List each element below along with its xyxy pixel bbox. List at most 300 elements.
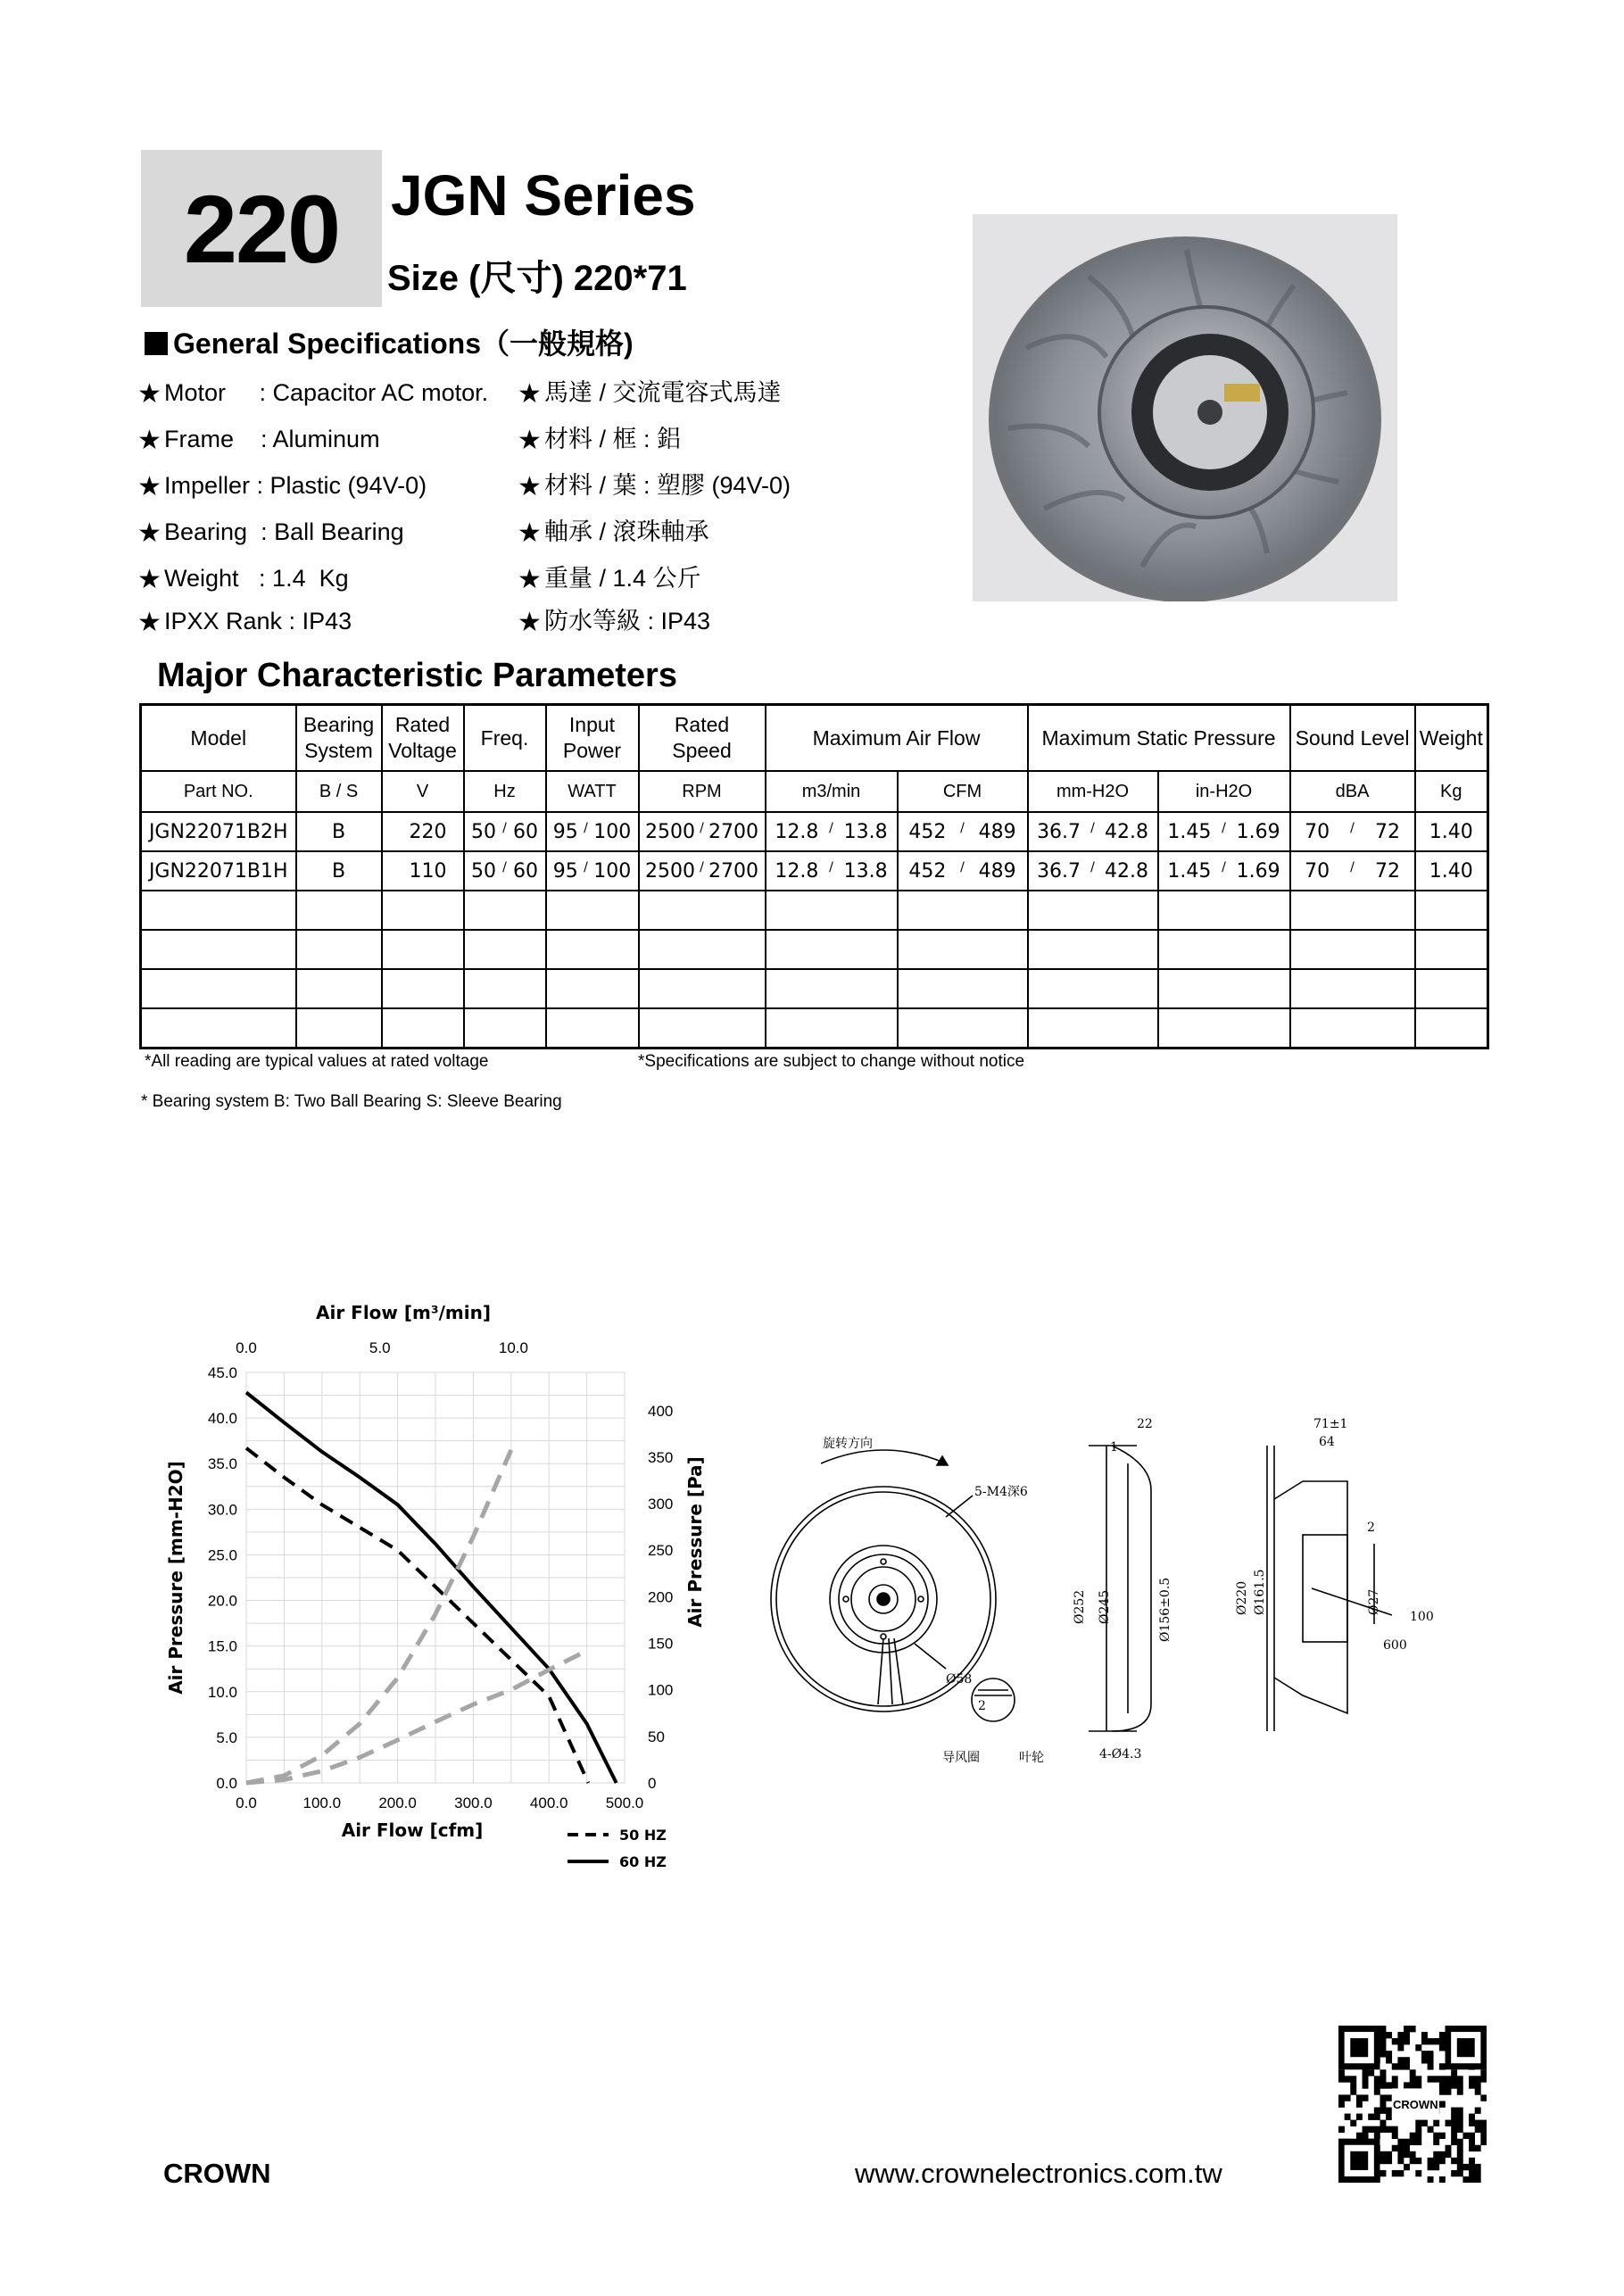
qr-module (1475, 2076, 1481, 2082)
qr-module (1380, 2170, 1386, 2176)
dim-label: Ø161.5 (1253, 1569, 1267, 1615)
qr-module (1380, 2026, 1386, 2032)
qr-module (1345, 2094, 1351, 2101)
qr-module (1433, 2076, 1439, 2082)
qr-module (1410, 2026, 1416, 2032)
cell-hz: 50 / 60 (464, 851, 546, 891)
qr-module (1415, 2139, 1421, 2145)
qr-module (1469, 2145, 1475, 2151)
qr-module (1374, 2133, 1380, 2139)
y2-tick-label: 100 (648, 1681, 674, 1699)
qr-module (1386, 2126, 1392, 2133)
qr-module (1439, 2101, 1446, 2107)
qr-module (1410, 2133, 1416, 2139)
qr-module (1439, 2158, 1446, 2164)
cell-empty (464, 969, 546, 1008)
y-tick-label: 40.0 (207, 1410, 237, 1428)
cell-empty (639, 969, 766, 1008)
cell-inh2o: 1.45 / 1.69 (1158, 851, 1290, 891)
cell-bs: B (296, 812, 382, 851)
qr-module (1415, 2170, 1421, 2176)
qr-module (1469, 2076, 1475, 2082)
qr-module (1397, 2139, 1404, 2145)
qr-module (1451, 2170, 1457, 2176)
star-icon: ★ (137, 608, 162, 637)
qr-module (1439, 2151, 1446, 2158)
cell-empty (898, 891, 1028, 930)
qr-module (1392, 2145, 1398, 2151)
qr-finder (1350, 2151, 1368, 2170)
unit-cell: V (382, 771, 464, 812)
qr-module (1428, 2164, 1434, 2170)
top-tick-label: 10.0 (498, 1339, 528, 1356)
unit-cell: mm-H2O (1028, 771, 1158, 812)
qr-module (1433, 2038, 1439, 2044)
qr-module (1392, 2038, 1398, 2044)
qr-module (1462, 2176, 1469, 2183)
spec-item-en: ★ Weight : 1.4 Kg (137, 565, 349, 594)
qr-module (1350, 2076, 1356, 2082)
footer-url[interactable]: www.crownelectronics.com.tw (855, 2158, 1222, 2189)
qr-module (1451, 2133, 1457, 2139)
qr-module (1356, 2114, 1363, 2120)
cell-dba: 70 / 72 (1290, 851, 1415, 891)
qr-module (1457, 2076, 1463, 2082)
series-title: JGN Series (391, 163, 696, 228)
qr-module (1480, 2133, 1487, 2139)
qr-module (1363, 2094, 1369, 2101)
qr-module (1397, 2151, 1404, 2158)
cell-empty (1028, 891, 1158, 930)
qr-module (1433, 2139, 1439, 2145)
qr-module (1415, 2126, 1421, 2133)
cell-kg: 1.40 (1415, 851, 1488, 891)
qr-module (1451, 2120, 1457, 2126)
qr-module (1397, 2038, 1404, 2044)
qr-module (1397, 2170, 1404, 2176)
star-icon: ★ (137, 472, 162, 501)
qr-module (1446, 2082, 1452, 2088)
qr-module (1469, 2082, 1475, 2088)
qr-module (1350, 2088, 1356, 2094)
qr-module (1451, 2108, 1457, 2114)
y-tick-label: 45.0 (207, 1364, 237, 1381)
unit-cell: Part NO. (141, 771, 296, 812)
cell-empty (1415, 1008, 1488, 1049)
qr-module (1380, 2076, 1386, 2082)
spec-item-en: ★ IPXX Rank : IP43 (137, 608, 352, 637)
cell-empty (639, 891, 766, 930)
unit-cell: CFM (898, 771, 1028, 812)
qr-module (1457, 2145, 1463, 2151)
qr-module (1457, 2082, 1463, 2088)
dim-label: Ø220 (1235, 1580, 1249, 1615)
star-icon: ★ (518, 565, 542, 594)
qr-module (1480, 2120, 1487, 2126)
y2-tick-label: 200 (648, 1588, 674, 1606)
qr-module (1446, 2120, 1452, 2126)
cell-empty (1158, 891, 1290, 930)
cell-empty (766, 891, 898, 930)
dim-label: 1 (1110, 1440, 1118, 1455)
qr-module (1386, 2051, 1392, 2057)
dim-label: 导风圈 (942, 1751, 980, 1765)
qr-module (1439, 2032, 1446, 2038)
qr-module (1397, 2057, 1404, 2063)
qr-module (1374, 2076, 1380, 2082)
top-axis-label: Air Flow [m³/min] (316, 1302, 491, 1323)
dim-label: 4-Ø4.3 (1099, 1747, 1142, 1761)
qr-module (1457, 2108, 1463, 2114)
header-pressure: Maximum Static Pressure (1028, 705, 1290, 772)
qr-module (1480, 2139, 1487, 2145)
cell-empty (1290, 1008, 1415, 1049)
qr-module (1457, 2114, 1463, 2120)
cell-empty (464, 891, 546, 930)
qr-module (1350, 2082, 1356, 2088)
rotation-label: 旋转方向 (823, 1437, 873, 1451)
cell-dba: 70 / 72 (1290, 812, 1415, 851)
header-speed: Rated Speed (639, 705, 766, 772)
x-axis-label: Air Flow [cfm] (341, 1819, 484, 1841)
qr-module (1451, 2139, 1457, 2145)
cell-empty (898, 969, 1028, 1008)
qr-finder (1457, 2038, 1475, 2057)
qr-module (1368, 2126, 1374, 2133)
cell-empty (639, 930, 766, 969)
cell-empty (296, 1008, 382, 1049)
y2-tick-label: 350 (648, 1448, 674, 1466)
qr-module (1457, 2164, 1463, 2170)
table-row-empty (141, 1008, 1488, 1049)
header-bearing: Bearing System (296, 705, 382, 772)
unit-cell: m3/min (766, 771, 898, 812)
qr-module (1363, 2069, 1369, 2076)
qr-module (1404, 2082, 1410, 2088)
qr-module (1415, 2076, 1421, 2082)
cell-empty (382, 930, 464, 969)
qr-module (1368, 2114, 1374, 2120)
qr-module (1410, 2158, 1416, 2164)
star-icon: ★ (518, 379, 542, 409)
qr-module (1410, 2069, 1416, 2076)
top-tick-label: 5.0 (369, 1339, 391, 1356)
cell-empty (1028, 1008, 1158, 1049)
qr-module (1380, 2044, 1386, 2051)
qr-module (1380, 2094, 1386, 2101)
spec-item-zh: ★ 材料 / 葉 : 塑膠 (94V-0) (518, 472, 791, 501)
fan-photo (973, 214, 1397, 601)
x-tick-label: 100.0 (302, 1795, 342, 1811)
cell-empty (296, 891, 382, 930)
cell-empty (464, 1008, 546, 1049)
cell-rpm: 2500 / 2700 (639, 851, 766, 891)
qr-module (1380, 2158, 1386, 2164)
qr-module (1404, 2026, 1410, 2032)
y2-tick-label: 250 (648, 1542, 674, 1560)
qr-module (1451, 2158, 1457, 2164)
qr-module (1374, 2108, 1380, 2114)
qr-module (1451, 2126, 1457, 2133)
cell-empty (546, 1008, 639, 1049)
qr-module (1386, 2082, 1392, 2088)
qr-module (1415, 2082, 1421, 2088)
qr-module (1392, 2133, 1398, 2139)
qr-module (1380, 2082, 1386, 2088)
qr-module (1421, 2051, 1428, 2057)
qr-module (1433, 2120, 1439, 2126)
qr-module (1392, 2082, 1398, 2088)
y-tick-label: 20.0 (207, 1592, 237, 1610)
y-tick-label: 10.0 (207, 1683, 237, 1701)
qr-module (1439, 2176, 1446, 2183)
qr-module (1356, 2094, 1363, 2101)
qr-module (1462, 2133, 1469, 2139)
cell-empty (1290, 969, 1415, 1008)
qr-module (1480, 2126, 1487, 2133)
cell-empty (1415, 930, 1488, 969)
qr-code[interactable] (1338, 2026, 1487, 2183)
header-sound: Sound Level (1290, 705, 1415, 772)
star-icon: ★ (518, 472, 542, 501)
cell-empty (546, 891, 639, 930)
y-tick-label: 15.0 (207, 1637, 237, 1655)
spec-item-en: ★ Frame : Aluminum (137, 426, 380, 455)
cell-empty (898, 930, 1028, 969)
y-tick-label: 5.0 (216, 1728, 237, 1746)
qr-module (1415, 2044, 1421, 2051)
qr-module (1380, 2032, 1386, 2038)
table-row-empty (141, 969, 1488, 1008)
dim-label: 71±1 (1313, 1417, 1348, 1431)
qr-module (1410, 2076, 1416, 2082)
spec-item-zh: ★ 防水等級 : IP43 (518, 608, 711, 637)
cell-empty (464, 930, 546, 969)
cell-empty (1028, 969, 1158, 1008)
star-icon: ★ (518, 426, 542, 455)
side-view (1089, 1446, 1151, 1731)
qr-module (1386, 2032, 1392, 2038)
qr-module (1457, 2088, 1463, 2094)
qr-module (1433, 2133, 1439, 2139)
qr-module (1451, 2069, 1457, 2076)
qr-module (1475, 2108, 1481, 2114)
qr-module (1363, 2076, 1369, 2082)
qr-module (1380, 2108, 1386, 2114)
qr-module (1480, 2076, 1487, 2082)
x-tick-label: 500.0 (605, 1795, 644, 1811)
y-tick-label: 30.0 (207, 1501, 237, 1519)
header-freq: Freq. (464, 705, 546, 772)
qr-module (1480, 2069, 1487, 2076)
qr-module (1475, 2082, 1481, 2088)
qr-module (1345, 2076, 1351, 2082)
cell-empty (296, 969, 382, 1008)
cell-cfm: 452 / 489 (898, 812, 1028, 851)
header-airflow: Maximum Air Flow (766, 705, 1028, 772)
qr-module (1415, 2120, 1421, 2126)
qr-module (1392, 2126, 1398, 2133)
performance-chart (152, 1294, 714, 1883)
table-row-empty (141, 891, 1488, 930)
qr-module (1439, 2063, 1446, 2069)
x-tick-label: 200.0 (378, 1795, 417, 1811)
table-row-empty (141, 930, 1488, 969)
qr-module (1363, 2133, 1369, 2139)
qr-module (1433, 2151, 1439, 2158)
dim-label: 叶轮 (1019, 1751, 1044, 1765)
cell-empty (1158, 969, 1290, 1008)
cell-empty (546, 930, 639, 969)
y-tick-label: 25.0 (207, 1546, 237, 1564)
qr-module (1446, 2151, 1452, 2158)
qr-module (1380, 2151, 1386, 2158)
major-parameters-heading: Major Characteristic Parameters (157, 657, 677, 694)
star-icon: ★ (518, 518, 542, 548)
qr-module (1356, 2101, 1363, 2107)
qr-module (1428, 2126, 1434, 2133)
qr-module (1374, 2082, 1380, 2088)
note-bearing-system: * Bearing system B: Two Ball Bearing S: Sleeve Bearing (141, 1092, 562, 1111)
cell-empty (1290, 891, 1415, 930)
qr-module (1457, 2120, 1463, 2126)
cell-empty (296, 930, 382, 969)
qr-module (1386, 2057, 1392, 2063)
qr-module (1457, 2139, 1463, 2145)
qr-module (1457, 2151, 1463, 2158)
square-bullet-icon (145, 332, 168, 355)
qr-module (1397, 2032, 1404, 2038)
spec-item-zh: ★ 材料 / 框 : 鋁 (518, 426, 682, 455)
qr-module (1457, 2170, 1463, 2176)
unit-cell: in-H2O (1158, 771, 1290, 812)
qr-module (1386, 2094, 1392, 2101)
qr-module (1469, 2158, 1475, 2164)
dim-label: 600 (1383, 1638, 1407, 1653)
qr-module (1439, 2044, 1446, 2051)
qr-module (1338, 2126, 1345, 2133)
cell-empty (141, 891, 296, 930)
qr-module (1451, 2076, 1457, 2082)
header-voltage: Rated Voltage (382, 705, 464, 772)
qr-module (1380, 2051, 1386, 2057)
qr-module (1451, 2082, 1457, 2088)
top-tick-label: 0.0 (236, 1339, 257, 1356)
cell-part: JGN22071B1H (141, 851, 296, 891)
star-icon: ★ (137, 518, 162, 548)
qr-module (1439, 2082, 1446, 2088)
qr-module (1374, 2126, 1380, 2133)
qr-module (1338, 2094, 1345, 2101)
qr-module (1462, 2164, 1469, 2170)
qr-module (1451, 2114, 1457, 2120)
dim-label: 2 (1367, 1521, 1375, 1535)
dim-label: 64 (1319, 1435, 1335, 1449)
qr-module (1404, 2164, 1410, 2170)
qr-module (1380, 2126, 1386, 2133)
qr-module (1475, 2145, 1481, 2151)
unit-cell: B / S (296, 771, 382, 812)
dim-label: Ø245 (1098, 1589, 1112, 1624)
size-label: Size (尺寸) 220*71 (387, 259, 687, 298)
qr-module (1380, 2038, 1386, 2044)
qr-module (1469, 2139, 1475, 2145)
qr-module (1439, 2088, 1446, 2094)
qr-module (1368, 2069, 1374, 2076)
qr-module (1469, 2164, 1475, 2170)
cell-inh2o: 1.45 / 1.69 (1158, 812, 1290, 851)
table-row (141, 851, 1488, 891)
cell-watt: 95 / 100 (546, 851, 639, 891)
dim-label: 100 (1410, 1610, 1434, 1624)
header-model: Model (141, 705, 296, 772)
y2-tick-label: 300 (648, 1496, 674, 1513)
qr-module (1446, 2145, 1452, 2151)
star-icon: ★ (137, 379, 162, 409)
unit-cell: RPM (639, 771, 766, 812)
qr-module (1469, 2133, 1475, 2139)
unit-cell: dBA (1290, 771, 1415, 812)
cell-empty (1158, 930, 1290, 969)
footer-brand: CROWN (163, 2158, 271, 2189)
dim-label: 5-M4深6 (974, 1485, 1028, 1499)
qr-module (1338, 2069, 1345, 2076)
qr-module (1421, 2057, 1428, 2063)
dim-label: 22 (1137, 1417, 1153, 1431)
qr-module (1433, 2164, 1439, 2170)
dim-label: Ø27 (1367, 1588, 1381, 1615)
cell-empty (766, 969, 898, 1008)
qr-module (1433, 2158, 1439, 2164)
qr-module (1404, 2057, 1410, 2063)
qr-module (1380, 2101, 1386, 2107)
qr-module (1386, 2151, 1392, 2158)
qr-module (1457, 2126, 1463, 2133)
legend-label: 50 HZ (619, 1827, 667, 1844)
qr-module (1475, 2126, 1481, 2133)
y-tick-label: 35.0 (207, 1455, 237, 1473)
qr-module (1446, 2076, 1452, 2082)
cell-mmh2o: 36.7 / 42.8 (1028, 851, 1158, 891)
qr-module (1356, 2133, 1363, 2139)
parameters-table (139, 703, 1489, 1049)
spec-item-zh: ★ 軸承 / 滾珠軸承 (518, 518, 709, 548)
qr-module (1428, 2038, 1434, 2044)
qr-module (1404, 2145, 1410, 2151)
y2-tick-label: 400 (648, 1402, 674, 1420)
dimension-drawing (767, 1410, 1499, 1785)
cell-empty (1290, 930, 1415, 969)
qr-module (1404, 2139, 1410, 2145)
qr-module (1363, 2082, 1369, 2088)
cell-cfm: 452 / 489 (898, 851, 1028, 891)
qr-module (1439, 2133, 1446, 2139)
qr-module (1380, 2120, 1386, 2126)
cell-empty (141, 930, 296, 969)
qr-module (1397, 2044, 1404, 2051)
y2-tick-label: 0 (648, 1775, 657, 1792)
qr-module (1421, 2038, 1428, 2044)
table-row (141, 812, 1488, 851)
spec-item-zh: ★ 馬達 / 交流電容式馬達 (518, 379, 782, 409)
qr-logo-text: CROWN (1393, 2097, 1438, 2111)
profile-view (1267, 1446, 1392, 1731)
y-tick-label: 0.0 (216, 1775, 237, 1792)
note-typical-values: *All reading are typical values at rated voltage (145, 1052, 489, 1071)
cell-m3: 12.8 / 13.8 (766, 851, 898, 891)
qr-module (1469, 2114, 1475, 2120)
cell-empty (141, 1008, 296, 1049)
